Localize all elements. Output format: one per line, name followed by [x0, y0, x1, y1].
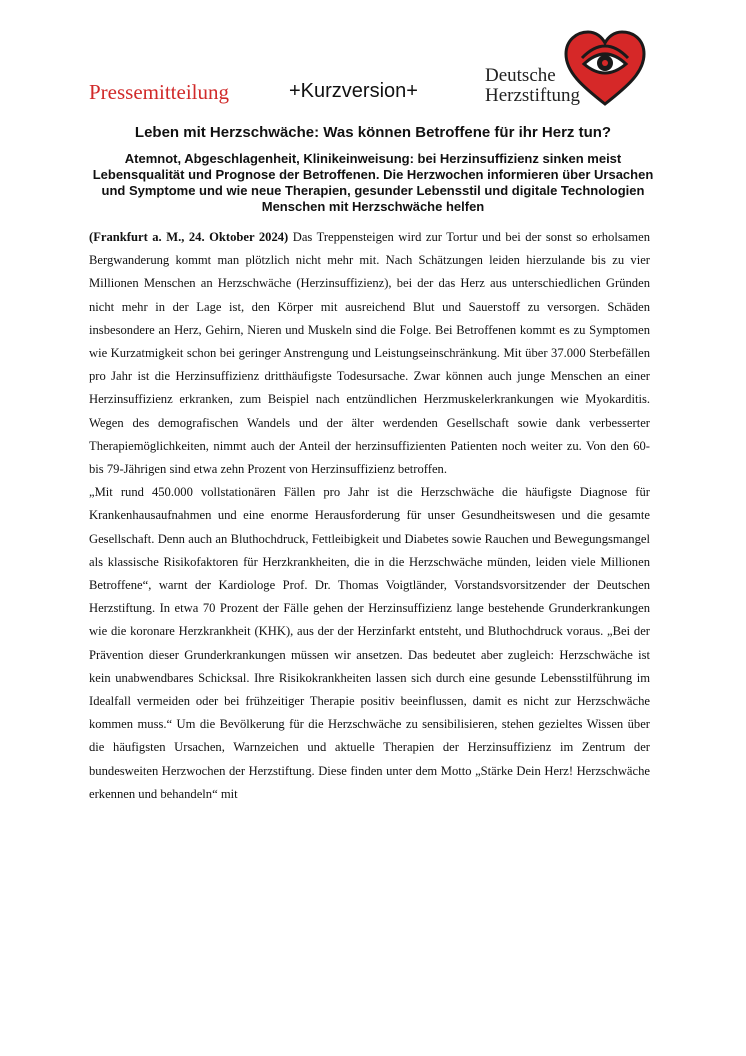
page-header: [0, 0, 746, 120]
press-release-label: Pressemitteilung: [89, 80, 229, 104]
paragraph-1-text: Das Treppensteigen wird zur Tortur und bei der sonst so erholsamen Bergwanderung kommt man plötzlich nicht mehr mit. Nach Schätzungen leiden hierzulande bis zu vier Millionen Menschen an Herzschwäche (Herzinsuffizienz), bei der das Herz aus unterschiedlichen Gründen nicht mehr in der Lage ist, den Körper mit ausreichend Blut und Sauerstoff zu versorgen. Schäden insbesondere an Herz, Gehirn, Nieren und Muskeln sind die Folge. Bei Betroffenen kommt es zu Symptomen wie Kurzatmigkeit schon bei geringer Anstrengung und Leistungseinschränkung. Mit über 37.000 Sterbefällen pro Jahr ist die Herzinsuffizienz dritthäufigste Todesursache. Zwar können auch junge Menschen an einer Herzinsuffizienz erkranken, zum Beispiel nach entzündlichen Herzmuskelerkrankungen wie Myokarditis. Wegen des demografischen Wandels und der älter werdenden Gesellschaft sowie dank verbesserter Therapiemöglichkeiten, nimmt auch der Anteil der herzinsuffizienten Patienten noch weiter zu. Von den 60- bis 79-Jährigen sind etwa zehn Prozent von Herzinsuffizienz betroffen.: [89, 230, 650, 477]
logo-line-1: Deutsche: [485, 65, 556, 86]
heart-eye-logo-icon: [562, 28, 648, 108]
article-body: [89, 226, 650, 806]
logo-line-2: Herzstiftung: [485, 85, 580, 106]
short-version-label: +Kurzversion+: [289, 80, 418, 102]
paragraph-2: „Mit rund 450.000 vollstationären Fällen pro Jahr ist die Herzschwäche die häufigste Diagnose für Krankenhausaufnahmen und eine enorme Herausforderung für unser Gesundheitswesen und die gesamte Gesellschaft. Denn auch an Bluthochdruck, Fettleibigkeit und Diabetes sowie Rauchen und Bewegungsmangel als klassische Risikofaktoren für Herzkrankheiten, die in die Herzschwäche münden, leiden viele Millionen Betroffene“, warnt der Kardiologe Prof. Dr. Thomas Voigtländer, Vorstandsvorsitzender der Deutschen Herzstiftung. In etwa 70 Prozent der Fälle gehen der Herzinsuffizienz lange bestehende Grunderkrankungen wie die koronare Herzkrankheit (KHK), aus der der Herzinfarkt entsteht, und Bluthochdruck voraus. „Bei der Prävention dieser Grunderkrankungen müssen wir ansetzen. Das bedeutet aber zugleich: Herzschwäche ist kein unabwendbares Schicksal. Ihre Risikokrankheiten lassen sich durch eine gesunde Lebensstilführung im Idealfall vermeiden oder bei frühzeitiger Therapie positiv beeinflussen, damit es nicht zur Herzschwäche kommen muss.“ Um die Bevölkerung für die Herzschwäche zu sensibilisieren, stehen gezieltes Wissen über die häufigsten Ursachen, Warnzeichen und aktuelle Therapien der Herzinsuffizienz im Zentrum der bundesweiten Herzwochen der Herzstiftung. Diese finden unter dem Motto „Stärke Dein Herz! Herzschwäche erkennen und behandeln“ mit: [89, 485, 650, 801]
headline: Leben mit Herzschwäche: Was können Betroffene für ihr Herz tun?: [134, 124, 612, 141]
dateline: (Frankfurt a. M., 24. Oktober 2024): [89, 230, 289, 244]
subheadline: Atemnot, Abgeschlagenheit, Klinikeinweisung: bei Herzinsuffizienz sinken meist Lebensqualität und Prognose der Betroffenen. Die Herzwochen informieren über Ursachen und Symptome und wie neue Therapien, gesunder Lebensstil und digitale Technologien Menschen mit Herzschwäche helfen: [92, 151, 654, 214]
paragraph-1: [89, 226, 650, 481]
